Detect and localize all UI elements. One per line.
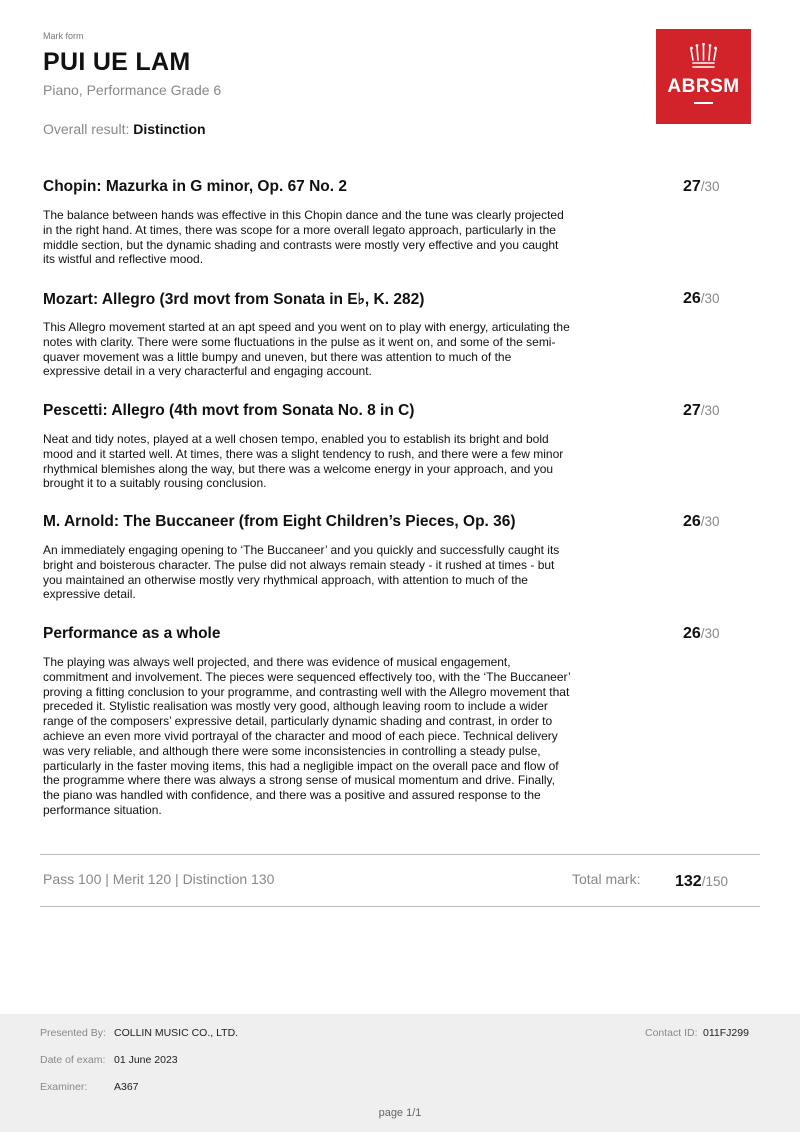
exam-date-label: Date of exam: bbox=[40, 1054, 106, 1066]
total-mark-label: Total mark: bbox=[572, 871, 641, 887]
score-max: /30 bbox=[700, 291, 720, 306]
score-points: 26 bbox=[683, 290, 701, 307]
score-max: /30 bbox=[700, 514, 720, 529]
overall-result bbox=[43, 121, 206, 137]
presented-by-label: Presented By: bbox=[40, 1027, 106, 1039]
score-max: /30 bbox=[700, 179, 720, 194]
page-number: page 1/1 bbox=[378, 1107, 422, 1119]
divider-bottom bbox=[40, 906, 760, 907]
section-pescetti bbox=[43, 402, 743, 491]
exam-date-value: 01 June 2023 bbox=[114, 1054, 178, 1066]
section-comment: The playing was always well projected, and there was evidence of musical engagement, commitment and involvement. The pieces were sequenced effectively too, with the ‘The Buccaneer’ proving a fitting conclusion to your programme, and contrasting well with the Allegro movement that preceded it. Stylistic realisation was mostly very good, although leaving room to include a wider range of the composers’ expressive detail, particularly dynamic shading and contrast, in order to achieve an even more vivid portrayal of the character and mood of each piece. Technical delivery was very reliable, and although there were some inconsistencies in controlling a steady pulse, particularly in the faster moving items, this had a negligible impact on the overall pace and flow of the programme where there was always a strong sense of musical momentum and drive. Finally, the piano was handled with confidence, and there was a positive and assured response to the performance situation. bbox=[43, 655, 571, 817]
logo-underline bbox=[694, 102, 713, 104]
section-score bbox=[683, 290, 720, 308]
score-points: 26 bbox=[683, 625, 701, 642]
total-score: 132 bbox=[675, 873, 702, 890]
abrsm-logo bbox=[656, 29, 751, 124]
crown-icon bbox=[690, 43, 717, 69]
section-chopin bbox=[43, 178, 743, 267]
total-max: /150 bbox=[701, 874, 728, 889]
presented-by-value: COLLIN MUSIC CO., LTD. bbox=[114, 1027, 239, 1039]
section-arnold bbox=[43, 513, 743, 602]
total-mark bbox=[675, 873, 728, 891]
section-title: Chopin: Mazurka in G minor, Op. 67 No. 2 bbox=[43, 178, 348, 195]
score-points: 27 bbox=[683, 402, 701, 419]
exam-subject: Piano, Performance Grade 6 bbox=[43, 82, 222, 98]
section-comment: The balance between hands was effective in this Chopin dance and the tune was clearly projected in the right hand. At times, there was scope for a more overall legato approach, particularly in the middle section, but the dynamic shading and contrasts were mostly very effective and you caught its wistful and reflective mood. bbox=[43, 208, 564, 267]
overall-result-value: Distinction bbox=[133, 121, 206, 137]
section-title: M. Arnold: The Buccaneer (from Eight Children’s Pieces, Op. 36) bbox=[43, 513, 516, 530]
footer bbox=[0, 1014, 800, 1132]
section-score bbox=[683, 513, 720, 531]
section-score bbox=[683, 625, 720, 643]
section-comment: An immediately engaging opening to ‘The Buccaneer’ and you quickly and successfully caught its bright and boisterous character. The pulse did not always remain steady - it rushed at times - but you maintained an otherwise mostly very rhythmical approach, with attention to much of the expressive detail. bbox=[43, 543, 560, 602]
contact-id-label: Contact ID: bbox=[645, 1027, 698, 1039]
grade-thresholds: Pass 100 | Merit 120 | Distinction 130 bbox=[43, 871, 275, 887]
section-title: Mozart: Allegro (3rd movt from Sonata in E♭, K. 282) bbox=[43, 291, 425, 308]
contact-id-value: 011FJ299 bbox=[703, 1027, 749, 1039]
logo-text: ABRSM bbox=[667, 76, 740, 97]
score-points: 26 bbox=[683, 513, 701, 530]
section-comment: Neat and tidy notes, played at a well chosen tempo, enabled you to establish its bright and bold mood and it started well. At times, there was a slight tendency to rush, and there were a few minor rhythmical blemishes along the way, but there was a welcome energy in your approach, and you brought it to a suitably rousing conclusion. bbox=[43, 432, 564, 491]
section-title: Pescetti: Allegro (4th movt from Sonata No. 8 in C) bbox=[43, 402, 415, 419]
score-max: /30 bbox=[700, 403, 720, 418]
divider-top bbox=[40, 854, 760, 855]
score-points: 27 bbox=[683, 178, 701, 195]
section-title: Performance as a whole bbox=[43, 625, 221, 642]
overall-result-label: Overall result: bbox=[43, 121, 130, 137]
form-label: Mark form bbox=[43, 31, 84, 41]
section-performance-whole bbox=[43, 625, 743, 817]
section-comment: This Allegro movement started at an apt speed and you went on to play with energy, articulating the notes with clarity. There were some fluctuations in the pulse as it went on, and some of the semi-quaver movement was a little bumpy and uneven, but there was attention to much of the expressive detail in a very characterful and engaging account. bbox=[43, 320, 570, 379]
examiner-value: A367 bbox=[114, 1081, 139, 1093]
examiner-label: Examiner: bbox=[40, 1081, 88, 1093]
section-mozart bbox=[43, 290, 743, 379]
section-score bbox=[683, 402, 720, 420]
student-name: PUI UE LAM bbox=[43, 48, 191, 76]
score-max: /30 bbox=[700, 626, 720, 641]
section-score bbox=[683, 178, 720, 196]
